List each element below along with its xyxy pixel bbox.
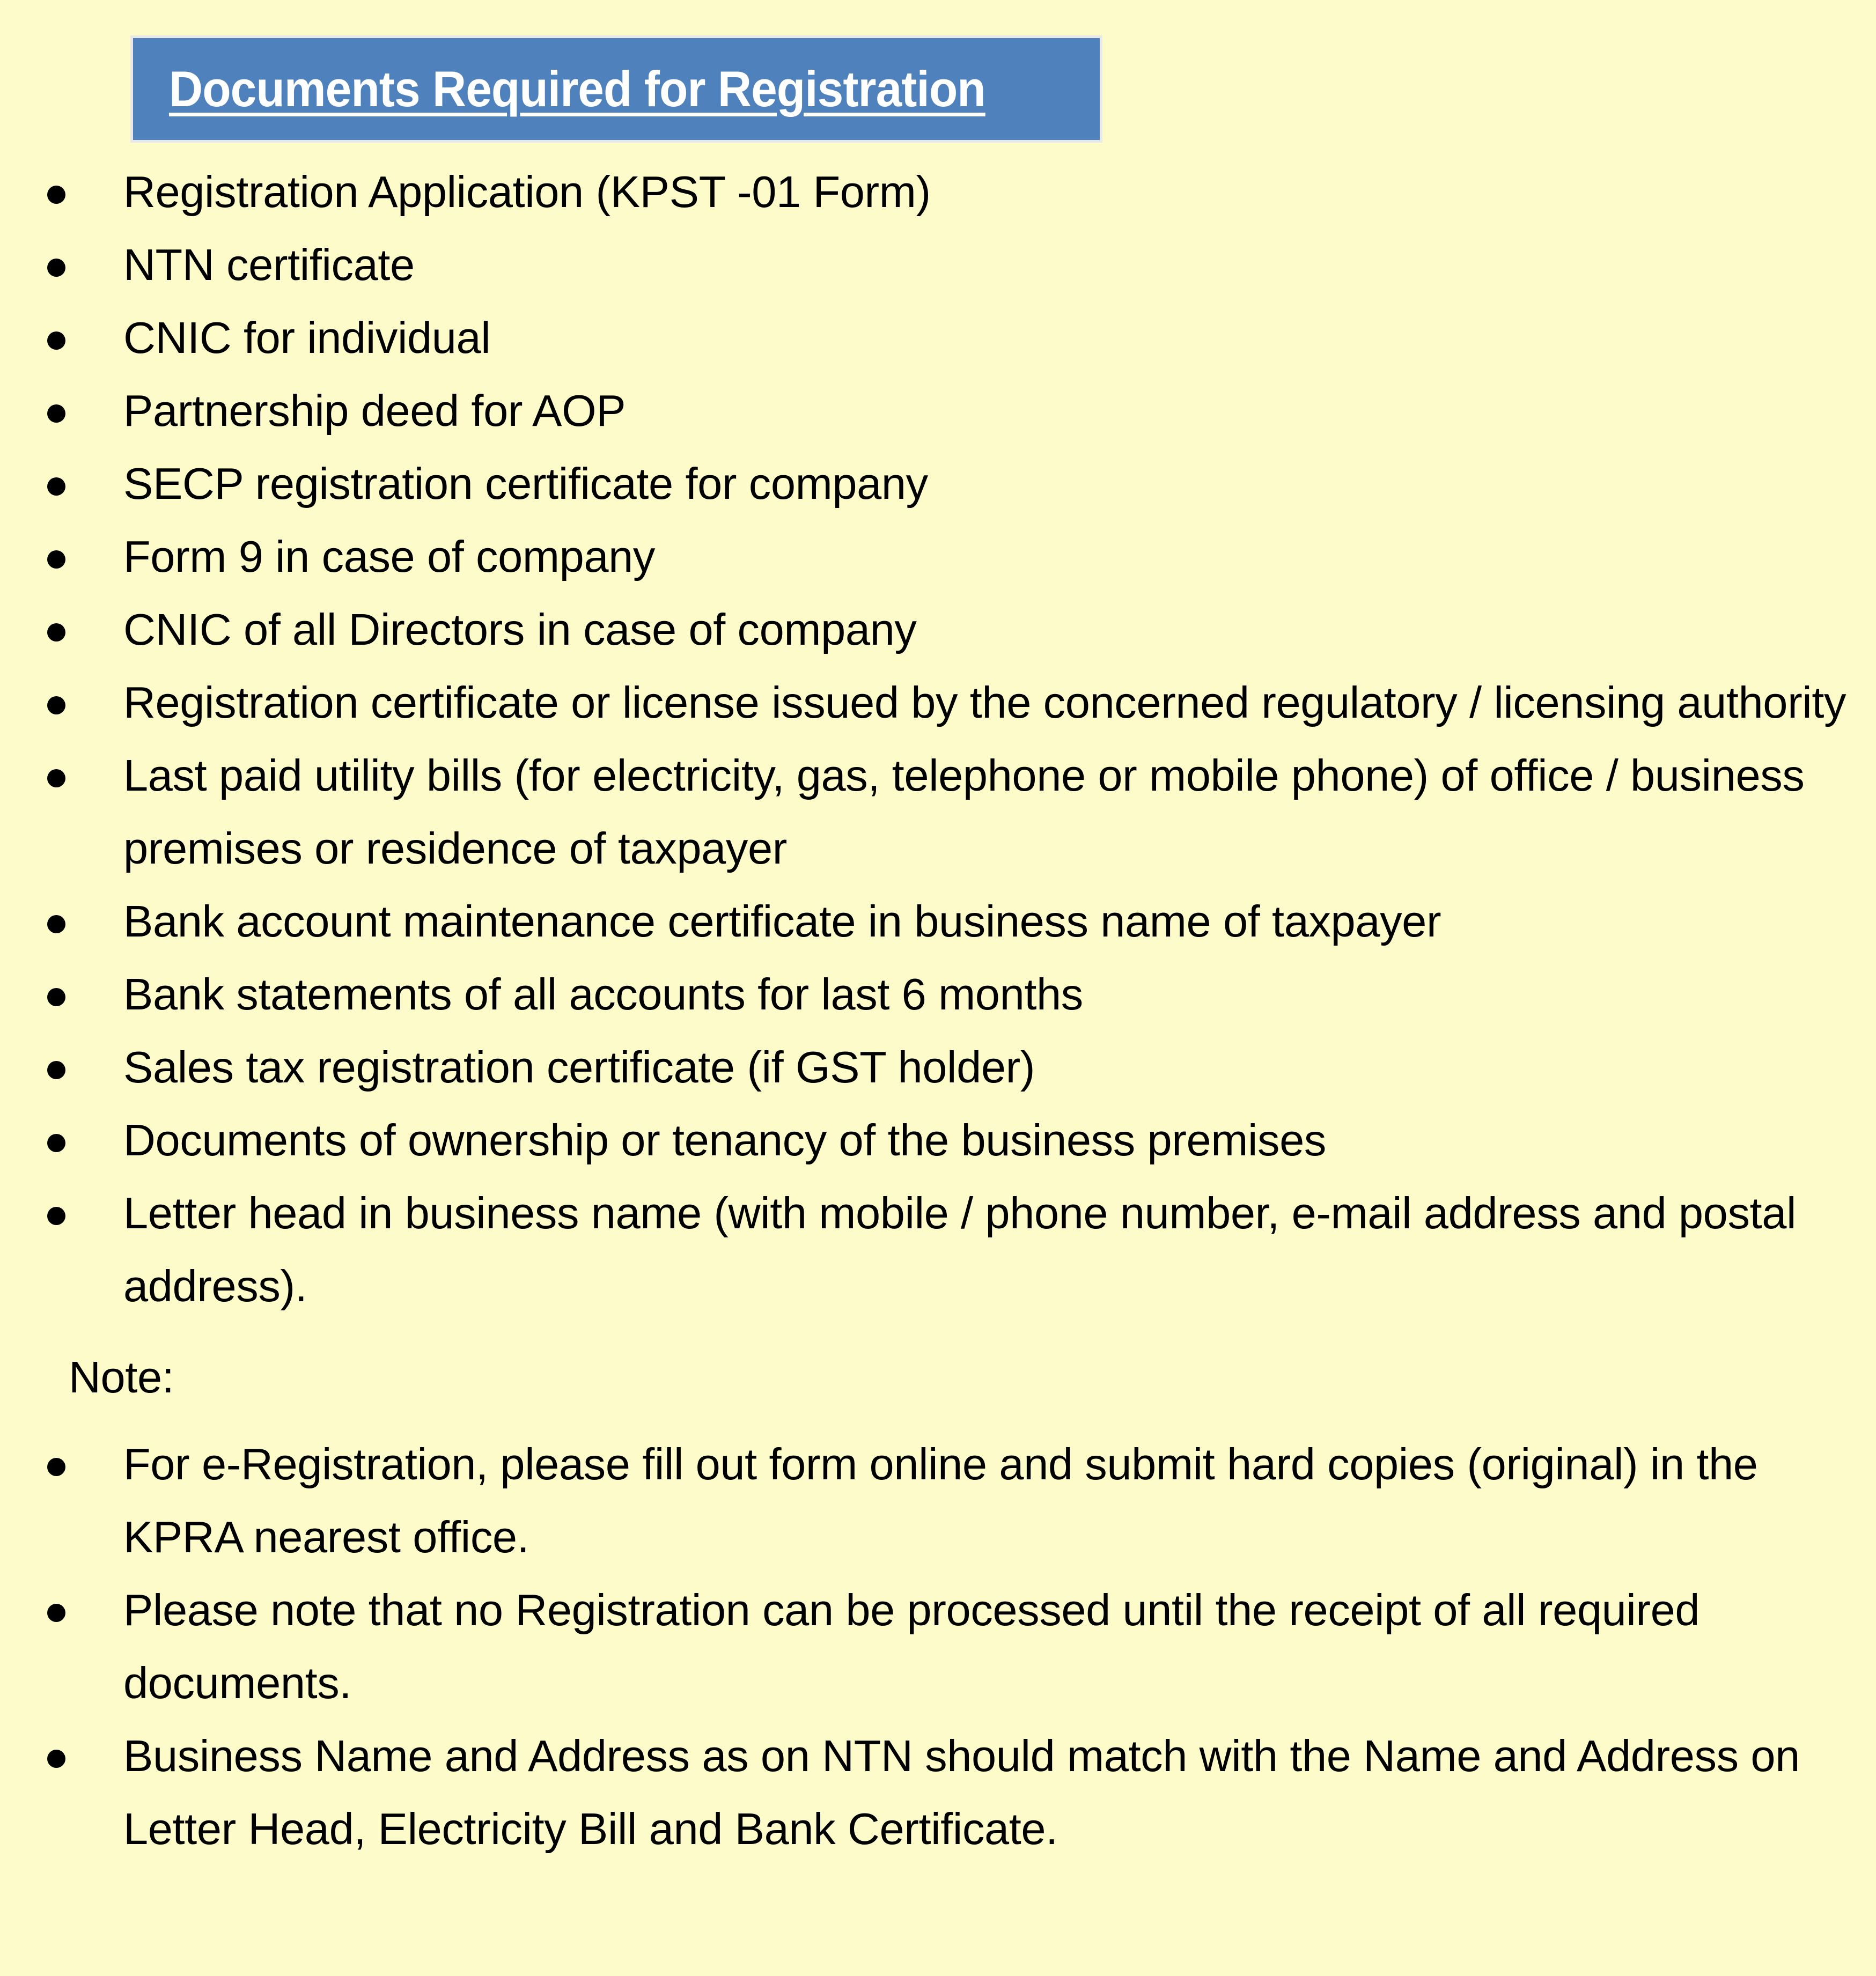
list-item: Documents of ownership or tenancy of the business premises [0,1104,1876,1177]
note-heading: Note: [69,1352,174,1402]
list-item: Bank account maintenance certificate in business name of taxpayer [0,885,1876,958]
list-item: CNIC of all Directors in case of company [0,593,1876,666]
spacer [0,1323,1876,1341]
list-item: Last paid utility bills (for electricity, gas, telephone or mobile phone) of office / business premises or residence of taxpayer [0,739,1876,885]
content-area [0,156,1876,1866]
page-title: Documents Required for Registration [169,61,985,117]
list-item: Please note that no Registration can be processed until the receipt of all required documents. [0,1574,1876,1720]
list-item: Registration Application (KPST -01 Form) [0,156,1876,228]
list-item: CNIC for individual [0,301,1876,374]
title-banner [130,35,1102,143]
list-item: Form 9 in case of company [0,520,1876,593]
list-item: For e-Registration, please fill out form online and submit hard copies (original) in the KPRA nearest office. [0,1428,1876,1574]
spacer [0,1414,1876,1428]
list-item: Partnership deed for AOP [0,374,1876,447]
note-list [0,1428,1876,1866]
list-item: NTN certificate [0,228,1876,301]
list-item: Sales tax registration certificate (if GST holder) [0,1031,1876,1104]
list-item: SECP registration certificate for company [0,447,1876,520]
list-item: Business Name and Address as on NTN should match with the Name and Address on Letter Head, Electricity Bill and Bank Certificate. [0,1720,1876,1866]
list-item: Registration certificate or license issued by the concerned regulatory / licensing authority [0,666,1876,739]
list-item: Bank statements of all accounts for last 6 months [0,958,1876,1031]
documents-required-list [0,156,1876,1323]
list-item: Letter head in business name (with mobile / phone number, e-mail address and postal address). [0,1177,1876,1323]
